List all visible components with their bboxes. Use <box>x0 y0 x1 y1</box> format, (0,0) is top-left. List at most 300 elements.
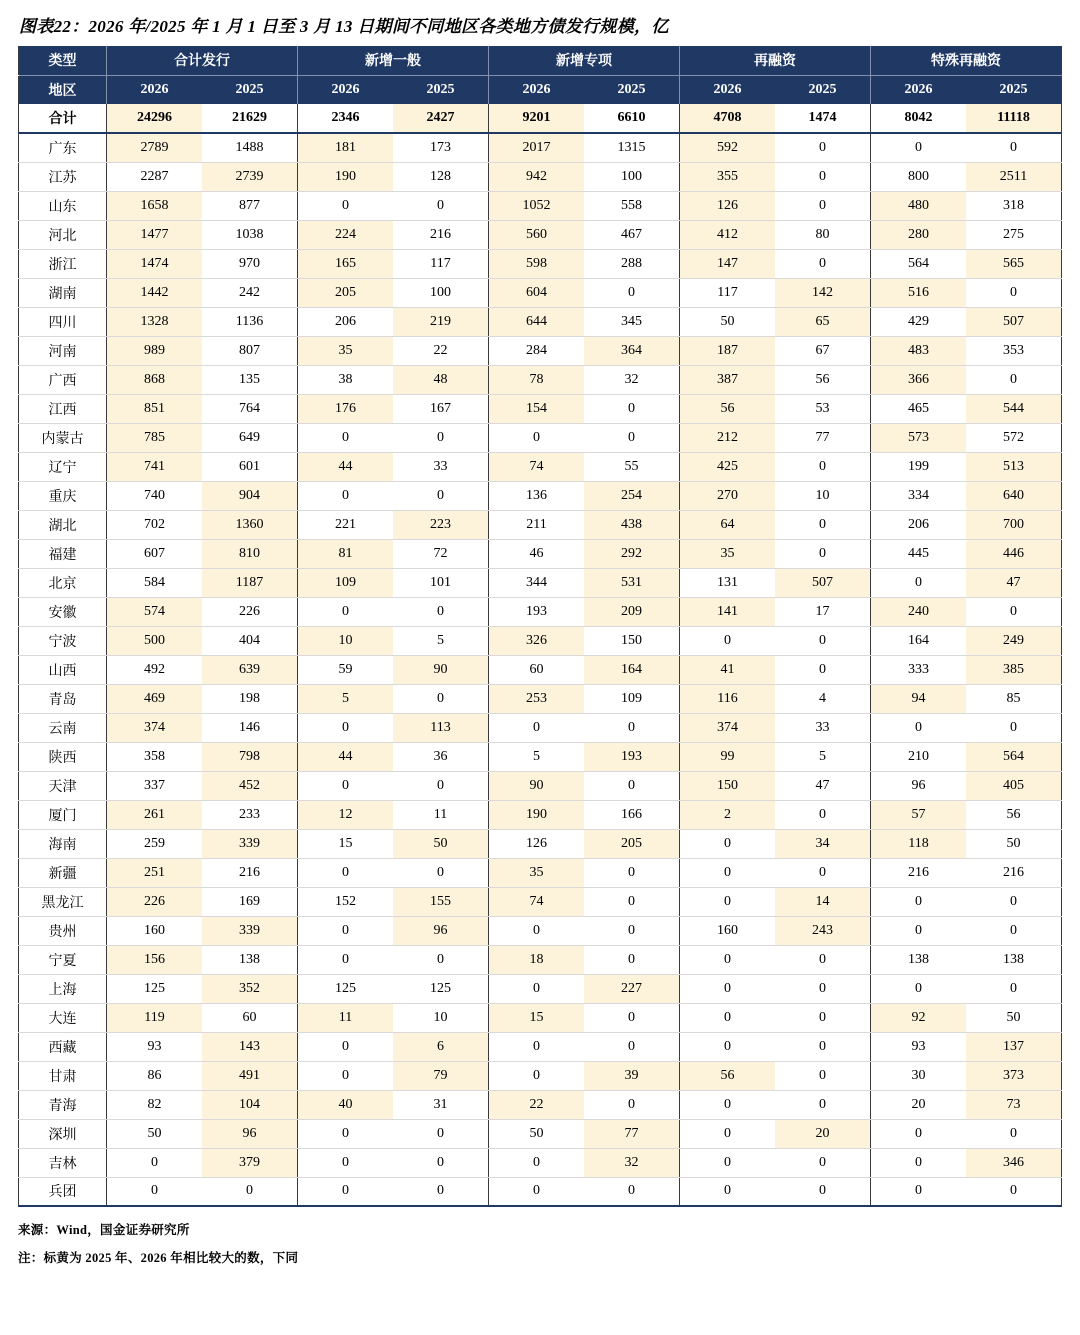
value-cell: 2427 <box>393 104 489 133</box>
value-cell: 851 <box>107 394 203 423</box>
value-cell: 160 <box>107 916 203 945</box>
value-cell: 206 <box>298 307 394 336</box>
year-header-2025: 2025 <box>966 75 1062 104</box>
value-cell: 405 <box>966 771 1062 800</box>
value-cell: 126 <box>489 829 585 858</box>
region-cell: 吉林 <box>19 1148 107 1177</box>
value-cell: 193 <box>584 742 680 771</box>
value-cell: 425 <box>680 452 776 481</box>
value-cell: 0 <box>584 771 680 800</box>
value-cell: 146 <box>202 713 298 742</box>
value-cell: 326 <box>489 626 585 655</box>
value-cell: 21629 <box>202 104 298 133</box>
value-cell: 1360 <box>202 510 298 539</box>
value-cell: 0 <box>966 133 1062 162</box>
value-cell: 741 <box>107 452 203 481</box>
value-cell: 33 <box>393 452 489 481</box>
value-cell: 574 <box>107 597 203 626</box>
value-cell: 284 <box>489 336 585 365</box>
value-cell: 346 <box>966 1148 1062 1177</box>
value-cell: 233 <box>202 800 298 829</box>
group-header-new-special: 新增专项 <box>489 46 680 75</box>
value-cell: 0 <box>966 713 1062 742</box>
value-cell: 167 <box>393 394 489 423</box>
value-cell: 2 <box>680 800 776 829</box>
value-cell: 438 <box>584 510 680 539</box>
region-cell: 内蒙古 <box>19 423 107 452</box>
region-cell: 云南 <box>19 713 107 742</box>
table-row <box>19 1003 1062 1032</box>
value-cell: 5 <box>298 684 394 713</box>
value-cell: 199 <box>871 452 967 481</box>
region-cell: 广东 <box>19 133 107 162</box>
value-cell: 0 <box>775 1061 871 1090</box>
region-cell: 新疆 <box>19 858 107 887</box>
value-cell: 11118 <box>966 104 1062 133</box>
value-cell: 0 <box>775 974 871 1003</box>
value-cell: 128 <box>393 162 489 191</box>
value-cell: 67 <box>775 336 871 365</box>
value-cell: 1658 <box>107 191 203 220</box>
value-cell: 446 <box>966 539 1062 568</box>
value-cell: 125 <box>107 974 203 1003</box>
value-cell: 165 <box>298 249 394 278</box>
group-header-special-refinancing: 特殊再融资 <box>871 46 1062 75</box>
value-cell: 190 <box>489 800 585 829</box>
value-cell: 0 <box>966 887 1062 916</box>
value-cell: 345 <box>584 307 680 336</box>
value-cell: 176 <box>298 394 394 423</box>
value-cell: 92 <box>871 1003 967 1032</box>
year-header-2026: 2026 <box>680 75 776 104</box>
value-cell: 254 <box>584 481 680 510</box>
table-row <box>19 539 1062 568</box>
value-cell: 601 <box>202 452 298 481</box>
value-cell: 0 <box>584 394 680 423</box>
value-cell: 0 <box>393 597 489 626</box>
value-cell: 0 <box>966 916 1062 945</box>
value-cell: 333 <box>871 655 967 684</box>
value-cell: 47 <box>775 771 871 800</box>
value-cell: 500 <box>107 626 203 655</box>
table-row <box>19 858 1062 887</box>
value-cell: 50 <box>966 1003 1062 1032</box>
value-cell: 18 <box>489 945 585 974</box>
value-cell: 14 <box>775 887 871 916</box>
value-cell: 60 <box>202 1003 298 1032</box>
value-cell: 0 <box>775 626 871 655</box>
region-cell: 湖南 <box>19 278 107 307</box>
table-row <box>19 1177 1062 1206</box>
value-cell: 0 <box>298 945 394 974</box>
value-cell: 33 <box>775 713 871 742</box>
value-cell: 358 <box>107 742 203 771</box>
value-cell: 592 <box>680 133 776 162</box>
table-row <box>19 249 1062 278</box>
value-cell: 150 <box>584 626 680 655</box>
value-cell: 99 <box>680 742 776 771</box>
region-cell: 广西 <box>19 365 107 394</box>
value-cell: 1474 <box>107 249 203 278</box>
value-cell: 46 <box>489 539 585 568</box>
value-cell: 0 <box>775 452 871 481</box>
value-cell: 0 <box>584 423 680 452</box>
value-cell: 22 <box>393 336 489 365</box>
region-cell: 四川 <box>19 307 107 336</box>
value-cell: 0 <box>966 597 1062 626</box>
value-cell: 155 <box>393 887 489 916</box>
value-cell: 164 <box>871 626 967 655</box>
value-cell: 209 <box>584 597 680 626</box>
value-cell: 1488 <box>202 133 298 162</box>
value-cell: 131 <box>680 568 776 597</box>
value-cell: 1477 <box>107 220 203 249</box>
value-cell: 0 <box>584 916 680 945</box>
value-cell: 0 <box>775 191 871 220</box>
table-row <box>19 945 1062 974</box>
value-cell: 0 <box>584 887 680 916</box>
value-cell: 100 <box>584 162 680 191</box>
value-cell: 807 <box>202 336 298 365</box>
highlight-note: 注：标黄为 2025 年、2026 年相比较大的数，下同 <box>18 1251 299 1265</box>
value-cell: 531 <box>584 568 680 597</box>
value-cell: 44 <box>298 452 394 481</box>
region-cell: 湖北 <box>19 510 107 539</box>
value-cell: 373 <box>966 1061 1062 1090</box>
value-cell: 65 <box>775 307 871 336</box>
total-row <box>19 104 1062 133</box>
bond-issuance-table <box>18 46 1062 1207</box>
value-cell: 198 <box>202 684 298 713</box>
value-cell: 0 <box>393 1177 489 1206</box>
value-cell: 50 <box>680 307 776 336</box>
value-cell: 93 <box>871 1032 967 1061</box>
year-header-2025: 2025 <box>202 75 298 104</box>
value-cell: 0 <box>680 1003 776 1032</box>
value-cell: 0 <box>584 1177 680 1206</box>
value-cell: 44 <box>298 742 394 771</box>
value-cell: 0 <box>298 771 394 800</box>
table-row <box>19 626 1062 655</box>
table-row <box>19 336 1062 365</box>
value-cell: 78 <box>489 365 585 394</box>
value-cell: 0 <box>393 1148 489 1177</box>
value-cell: 224 <box>298 220 394 249</box>
value-cell: 57 <box>871 800 967 829</box>
value-cell: 12 <box>298 800 394 829</box>
value-cell: 0 <box>489 1177 585 1206</box>
table-row <box>19 916 1062 945</box>
table-row <box>19 307 1062 336</box>
value-cell: 564 <box>871 249 967 278</box>
value-cell: 1328 <box>107 307 203 336</box>
value-cell: 50 <box>107 1119 203 1148</box>
value-cell: 82 <box>107 1090 203 1119</box>
value-cell: 211 <box>489 510 585 539</box>
value-cell: 0 <box>393 771 489 800</box>
value-cell: 387 <box>680 365 776 394</box>
value-cell: 412 <box>680 220 776 249</box>
value-cell: 94 <box>871 684 967 713</box>
value-cell: 0 <box>680 1090 776 1119</box>
value-cell: 337 <box>107 771 203 800</box>
value-cell: 34 <box>775 829 871 858</box>
region-cell: 河南 <box>19 336 107 365</box>
value-cell: 0 <box>584 945 680 974</box>
value-cell: 339 <box>202 916 298 945</box>
value-cell: 113 <box>393 713 489 742</box>
value-cell: 15 <box>298 829 394 858</box>
value-cell: 73 <box>966 1090 1062 1119</box>
value-cell: 0 <box>871 568 967 597</box>
value-cell: 56 <box>680 394 776 423</box>
value-cell: 118 <box>871 829 967 858</box>
value-cell: 0 <box>680 945 776 974</box>
value-cell: 81 <box>298 539 394 568</box>
value-cell: 47 <box>966 568 1062 597</box>
value-cell: 702 <box>107 510 203 539</box>
table-row <box>19 742 1062 771</box>
region-cell: 江西 <box>19 394 107 423</box>
value-cell: 0 <box>680 1177 776 1206</box>
value-cell: 156 <box>107 945 203 974</box>
value-cell: 39 <box>584 1061 680 1090</box>
value-cell: 740 <box>107 481 203 510</box>
value-cell: 2739 <box>202 162 298 191</box>
value-cell: 138 <box>966 945 1062 974</box>
value-cell: 0 <box>298 481 394 510</box>
value-cell: 0 <box>489 713 585 742</box>
value-cell: 74 <box>489 887 585 916</box>
region-cell: 宁波 <box>19 626 107 655</box>
region-cell: 山西 <box>19 655 107 684</box>
value-cell: 0 <box>584 858 680 887</box>
value-cell: 147 <box>680 249 776 278</box>
value-cell: 0 <box>871 916 967 945</box>
region-cell: 兵团 <box>19 1177 107 1206</box>
value-cell: 292 <box>584 539 680 568</box>
value-cell: 483 <box>871 336 967 365</box>
value-cell: 100 <box>393 278 489 307</box>
value-cell: 0 <box>298 1148 394 1177</box>
table-row <box>19 191 1062 220</box>
region-cell: 福建 <box>19 539 107 568</box>
value-cell: 0 <box>680 858 776 887</box>
value-cell: 558 <box>584 191 680 220</box>
value-cell: 141 <box>680 597 776 626</box>
value-cell: 138 <box>871 945 967 974</box>
value-cell: 516 <box>871 278 967 307</box>
value-cell: 48 <box>393 365 489 394</box>
value-cell: 334 <box>871 481 967 510</box>
table-row <box>19 133 1062 162</box>
value-cell: 989 <box>107 336 203 365</box>
value-cell: 56 <box>680 1061 776 1090</box>
value-cell: 970 <box>202 249 298 278</box>
value-cell: 0 <box>489 916 585 945</box>
region-cell: 贵州 <box>19 916 107 945</box>
region-cell: 辽宁 <box>19 452 107 481</box>
value-cell: 243 <box>775 916 871 945</box>
value-cell: 0 <box>107 1177 203 1206</box>
value-cell: 1187 <box>202 568 298 597</box>
value-cell: 10 <box>298 626 394 655</box>
value-cell: 205 <box>584 829 680 858</box>
value-cell: 404 <box>202 626 298 655</box>
value-cell: 0 <box>298 191 394 220</box>
value-cell: 216 <box>202 858 298 887</box>
region-cell: 江苏 <box>19 162 107 191</box>
value-cell: 31 <box>393 1090 489 1119</box>
value-cell: 6610 <box>584 104 680 133</box>
value-cell: 344 <box>489 568 585 597</box>
header-row-type <box>19 46 1062 75</box>
value-cell: 0 <box>871 1177 967 1206</box>
value-cell: 20 <box>871 1090 967 1119</box>
value-cell: 0 <box>775 945 871 974</box>
value-cell: 565 <box>966 249 1062 278</box>
value-cell: 212 <box>680 423 776 452</box>
value-cell: 96 <box>871 771 967 800</box>
value-cell: 2287 <box>107 162 203 191</box>
region-cell: 大连 <box>19 1003 107 1032</box>
value-cell: 429 <box>871 307 967 336</box>
value-cell: 205 <box>298 278 394 307</box>
value-cell: 116 <box>680 684 776 713</box>
year-header-2025: 2025 <box>584 75 680 104</box>
value-cell: 480 <box>871 191 967 220</box>
value-cell: 0 <box>202 1177 298 1206</box>
value-cell: 339 <box>202 829 298 858</box>
header-row-years <box>19 75 1062 104</box>
value-cell: 190 <box>298 162 394 191</box>
value-cell: 353 <box>966 336 1062 365</box>
value-cell: 491 <box>202 1061 298 1090</box>
value-cell: 226 <box>202 597 298 626</box>
group-header-total-issue: 合计发行 <box>107 46 298 75</box>
value-cell: 169 <box>202 887 298 916</box>
value-cell: 261 <box>107 800 203 829</box>
value-cell: 785 <box>107 423 203 452</box>
value-cell: 80 <box>775 220 871 249</box>
value-cell: 104 <box>202 1090 298 1119</box>
value-cell: 187 <box>680 336 776 365</box>
value-cell: 193 <box>489 597 585 626</box>
value-cell: 15 <box>489 1003 585 1032</box>
value-cell: 125 <box>393 974 489 1003</box>
value-cell: 904 <box>202 481 298 510</box>
region-cell: 黑龙江 <box>19 887 107 916</box>
value-cell: 0 <box>775 133 871 162</box>
value-cell: 35 <box>298 336 394 365</box>
value-cell: 0 <box>775 858 871 887</box>
value-cell: 275 <box>966 220 1062 249</box>
value-cell: 0 <box>298 713 394 742</box>
value-cell: 0 <box>775 1003 871 1032</box>
year-header-2026: 2026 <box>107 75 203 104</box>
value-cell: 219 <box>393 307 489 336</box>
value-cell: 0 <box>489 423 585 452</box>
value-cell: 119 <box>107 1003 203 1032</box>
value-cell: 101 <box>393 568 489 597</box>
value-cell: 4 <box>775 684 871 713</box>
value-cell: 1474 <box>775 104 871 133</box>
value-cell: 385 <box>966 655 1062 684</box>
value-cell: 0 <box>871 974 967 1003</box>
value-cell: 60 <box>489 655 585 684</box>
year-header-2026: 2026 <box>298 75 394 104</box>
value-cell: 764 <box>202 394 298 423</box>
value-cell: 173 <box>393 133 489 162</box>
value-cell: 0 <box>393 1119 489 1148</box>
table-row <box>19 887 1062 916</box>
value-cell: 1136 <box>202 307 298 336</box>
table-row <box>19 162 1062 191</box>
value-cell: 117 <box>393 249 489 278</box>
value-cell: 649 <box>202 423 298 452</box>
value-cell: 2789 <box>107 133 203 162</box>
value-cell: 0 <box>298 1119 394 1148</box>
figure-title: 图表22：2026 年/2025 年 1 月 1 日至 3 月 13 日期间不同地区各类地方债发行规模，亿 <box>19 17 669 36</box>
value-cell: 2511 <box>966 162 1062 191</box>
value-cell: 1038 <box>202 220 298 249</box>
value-cell: 32 <box>584 365 680 394</box>
table-row <box>19 800 1062 829</box>
region-cell: 海南 <box>19 829 107 858</box>
value-cell: 86 <box>107 1061 203 1090</box>
value-cell: 227 <box>584 974 680 1003</box>
region-cell: 河北 <box>19 220 107 249</box>
value-cell: 5 <box>489 742 585 771</box>
value-cell: 10 <box>775 481 871 510</box>
region-cell: 甘肃 <box>19 1061 107 1090</box>
value-cell: 0 <box>393 423 489 452</box>
year-header-2025: 2025 <box>393 75 489 104</box>
year-header-2026: 2026 <box>489 75 585 104</box>
value-cell: 64 <box>680 510 776 539</box>
value-cell: 0 <box>966 365 1062 394</box>
value-cell: 507 <box>775 568 871 597</box>
value-cell: 0 <box>966 1177 1062 1206</box>
table-row <box>19 655 1062 684</box>
value-cell: 0 <box>871 1148 967 1177</box>
value-cell: 467 <box>584 220 680 249</box>
value-cell: 469 <box>107 684 203 713</box>
value-cell: 56 <box>966 800 1062 829</box>
value-cell: 639 <box>202 655 298 684</box>
value-cell: 90 <box>393 655 489 684</box>
value-cell: 800 <box>871 162 967 191</box>
value-cell: 38 <box>298 365 394 394</box>
value-cell: 0 <box>298 423 394 452</box>
value-cell: 607 <box>107 539 203 568</box>
value-cell: 364 <box>584 336 680 365</box>
value-cell: 452 <box>202 771 298 800</box>
value-cell: 181 <box>298 133 394 162</box>
value-cell: 0 <box>298 1061 394 1090</box>
value-cell: 1315 <box>584 133 680 162</box>
table-row <box>19 481 1062 510</box>
region-cell: 合计 <box>19 104 107 133</box>
value-cell: 96 <box>202 1119 298 1148</box>
value-cell: 35 <box>680 539 776 568</box>
value-cell: 0 <box>680 1148 776 1177</box>
value-cell: 216 <box>393 220 489 249</box>
value-cell: 93 <box>107 1032 203 1061</box>
value-cell: 59 <box>298 655 394 684</box>
value-cell: 0 <box>775 800 871 829</box>
value-cell: 0 <box>489 974 585 1003</box>
